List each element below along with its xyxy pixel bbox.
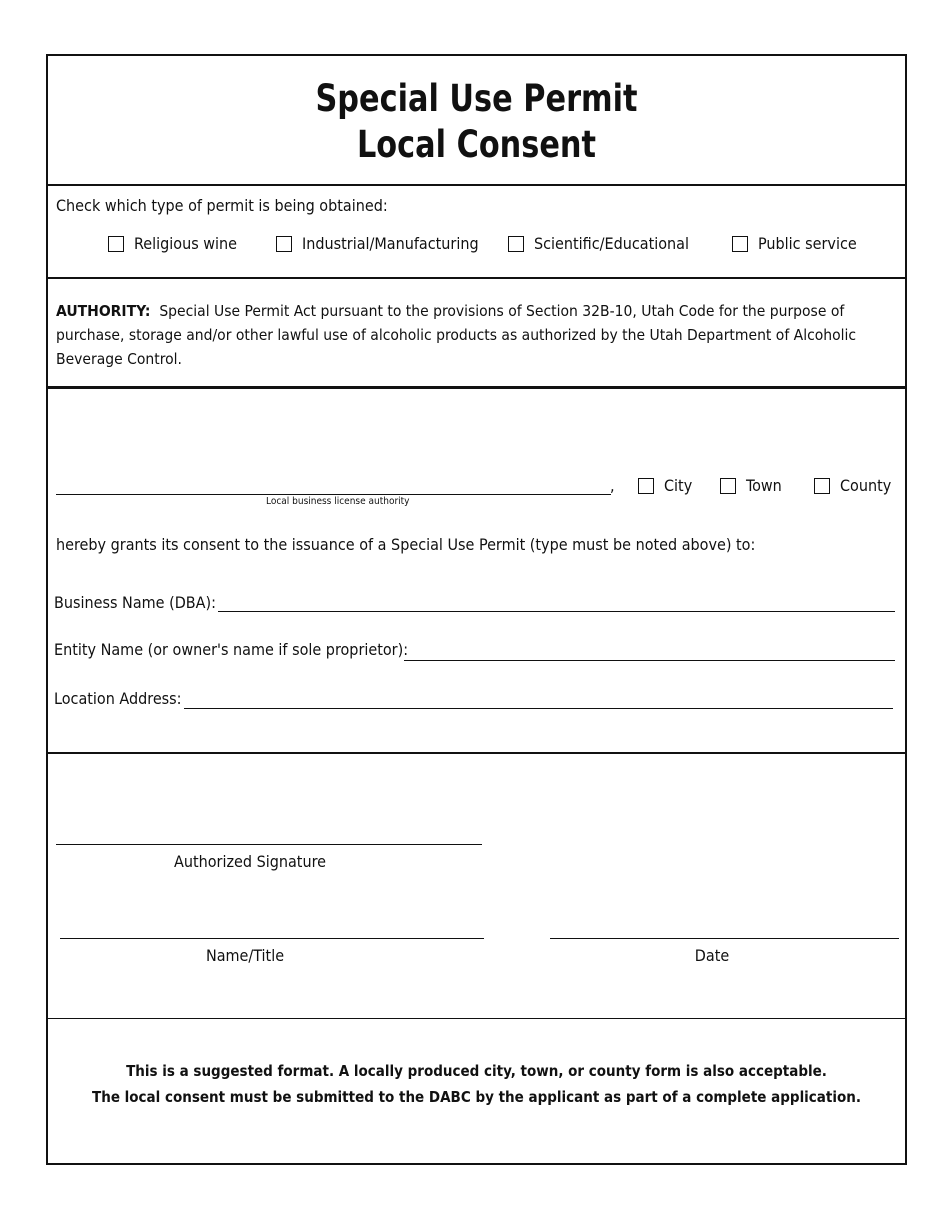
date-line[interactable] [550, 938, 899, 939]
checkbox-town[interactable] [720, 476, 782, 495]
checkbox-box[interactable] [508, 236, 524, 252]
consent-form [46, 54, 907, 1165]
business-name-label: Business Name (DBA): [54, 593, 216, 612]
name-title-label: Name/Title [205, 946, 285, 965]
authority-text: Special Use Permit Act pursuant to the provisions of Section 32B-10, Utah Code for the purpose of purchase, storage and/or other lawful use of alcoholic products as authorized by the Utah Department of Alcoholic Beverage Control. [56, 302, 857, 368]
license-authority-line[interactable] [56, 494, 611, 495]
entity-name-label: Entity Name (or owner's name if sole proprietor): [54, 640, 409, 659]
footer-line1: This is a suggested format. A locally produced city, town, or county form is also acceptable. [126, 1062, 827, 1080]
checkbox-industrial-manufacturing[interactable] [276, 234, 479, 253]
checkbox-box[interactable] [276, 236, 292, 252]
grant-text: hereby grants its consent to the issuance of a Special Use Permit (type must be noted above) to: [56, 535, 756, 554]
checkbox-label: Town [746, 476, 782, 495]
divider [48, 1018, 905, 1019]
form-title-line2: Local Consent [356, 123, 597, 166]
authorized-signature-line[interactable] [56, 844, 482, 845]
entity-name-field[interactable] [404, 660, 895, 661]
checkbox-religious-wine[interactable] [108, 234, 237, 253]
divider [48, 386, 905, 389]
checkbox-label: Industrial/Manufacturing [302, 234, 479, 253]
authorized-signature-label: Authorized Signature [174, 852, 326, 871]
location-address-label: Location Address: [54, 689, 182, 708]
checkbox-scientific-educational[interactable] [508, 234, 689, 253]
date-label: Date [694, 946, 730, 965]
checkbox-city[interactable] [638, 476, 692, 495]
divider [48, 277, 905, 279]
name-title-line[interactable] [60, 938, 484, 939]
checkbox-label: Public service [758, 234, 857, 253]
license-authority-caption: Local business license authority [266, 496, 410, 507]
authority-paragraph [56, 299, 886, 371]
divider [48, 184, 905, 186]
checkbox-box[interactable] [814, 478, 830, 494]
checkbox-label: City [664, 476, 693, 495]
checkbox-box[interactable] [638, 478, 654, 494]
checkbox-county[interactable] [814, 476, 891, 495]
authority-label: AUTHORITY: [56, 302, 151, 320]
form-title-line1: Special Use Permit [315, 77, 638, 120]
checkbox-box[interactable] [732, 236, 748, 252]
checkbox-label: Scientific/Educational [534, 234, 689, 253]
divider-mark [418, 752, 426, 754]
checkbox-box[interactable] [108, 236, 124, 252]
footer-line2: The local consent must be submitted to the DABC by the applicant as part of a complete application. [92, 1088, 861, 1106]
permit-type-prompt: Check which type of permit is being obtained: [56, 196, 388, 215]
checkbox-label: County [840, 476, 892, 495]
checkbox-public-service[interactable] [732, 234, 857, 253]
business-name-field[interactable] [218, 611, 895, 612]
checkbox-label: Religious wine [134, 234, 238, 253]
location-address-field[interactable] [184, 708, 893, 709]
comma: , [610, 476, 615, 495]
divider [48, 752, 905, 754]
checkbox-box[interactable] [720, 478, 736, 494]
